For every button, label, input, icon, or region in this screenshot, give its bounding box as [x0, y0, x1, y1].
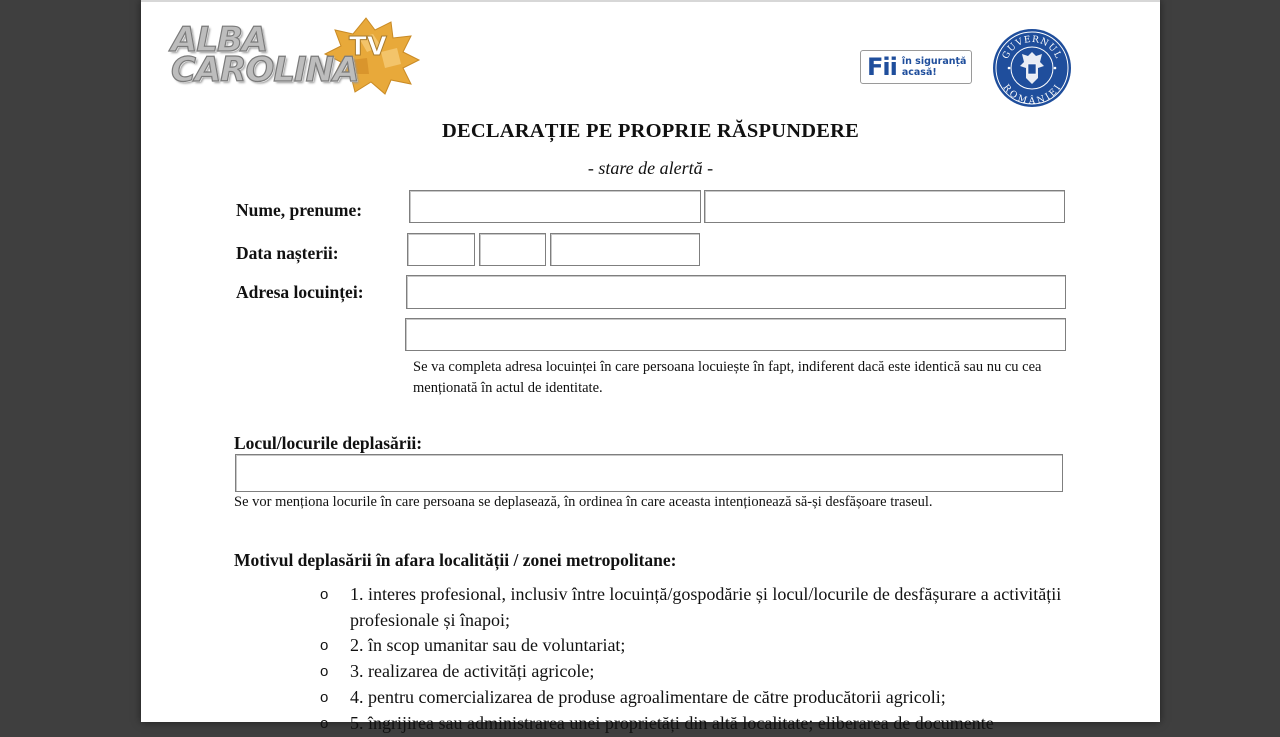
address-line1-field[interactable]: [406, 275, 1066, 309]
reason-item-5[interactable]: [311, 711, 1071, 737]
reasons-list: [311, 582, 1071, 737]
reason-text: 2. în scop umanitar sau de voluntariat;: [350, 635, 626, 655]
logo-tv-badge: TV: [349, 32, 387, 62]
last-name-field[interactable]: [409, 190, 701, 223]
reason-item-1[interactable]: [311, 582, 1071, 633]
address-note: Se va completa adresa locuinței în care persoana locuiește în fapt, indiferent dacă este identică sau nu cu cea menționată în actul de identitate.: [413, 359, 1042, 396]
stay-safe-line1: în siguranță: [901, 56, 967, 67]
birth-month-field[interactable]: [479, 233, 546, 266]
stay-safe-big-text: Fii: [867, 53, 897, 81]
svg-text:ROMÂNIEI: ROMÂNIEI: [1000, 82, 1064, 107]
destinations-note: Se vor menționa locurile în care persoana se deplasează, în ordinea în care aceasta intenționează să-și desfășoare traseul.: [234, 494, 933, 510]
alba-carolina-tv-logo: [171, 16, 421, 96]
radio-circle-icon[interactable]: o: [320, 586, 329, 603]
radio-circle-icon[interactable]: o: [320, 663, 329, 680]
name-label: Nume, prenume:: [236, 200, 363, 220]
reason-item-2[interactable]: [311, 633, 1071, 659]
reason-text: 4. pentru comercializarea de produse agroalimentare de către producătorii agricoli;: [350, 687, 946, 707]
reasons-heading: Motivul deplasării în afara localității / zonei metropolitane:: [234, 550, 677, 570]
destinations-label: Locul/locurile deplasării:: [234, 433, 423, 453]
document-title: DECLARAȚIE PE PROPRIE RĂSPUNDERE: [441, 120, 859, 142]
radio-circle-icon[interactable]: o: [320, 715, 329, 732]
government-seal-icon: [992, 28, 1072, 108]
first-name-field[interactable]: [704, 190, 1065, 223]
radio-circle-icon[interactable]: o: [320, 637, 329, 654]
address-line2-field[interactable]: [405, 318, 1066, 351]
reason-text: 3. realizarea de activități agricole;: [350, 661, 595, 681]
document-page: [141, 0, 1160, 733]
stay-safe-line2: acasă!: [901, 67, 937, 78]
birth-date-label: Data nașterii:: [236, 243, 339, 263]
reason-text: 5. îngrijirea sau administrarea unei proprietăți din altă localitate; eliberarea de documente: [350, 713, 994, 733]
logo-word-alba: ALBA: [171, 20, 268, 60]
logo-word-carolina: CAROLINA: [171, 50, 359, 90]
birth-day-field[interactable]: [407, 233, 475, 266]
destinations-field[interactable]: [235, 454, 1063, 492]
radio-circle-icon[interactable]: o: [320, 689, 329, 706]
address-label: Adresa locuinței:: [236, 282, 364, 302]
svg-text:GUVERNUL: GUVERNUL: [1000, 34, 1064, 61]
birth-year-field[interactable]: [550, 233, 700, 266]
stay-safe-badge: [860, 50, 972, 84]
document-subtitle: - stare de alertă -: [587, 158, 714, 178]
reason-text: 1. interes profesional, inclusiv între locuință/gospodărie și locul/locurile de desfășurare a activității profesionale și înapoi;: [350, 584, 1062, 630]
reason-item-3[interactable]: [311, 659, 1071, 685]
reason-item-4[interactable]: [311, 685, 1071, 711]
